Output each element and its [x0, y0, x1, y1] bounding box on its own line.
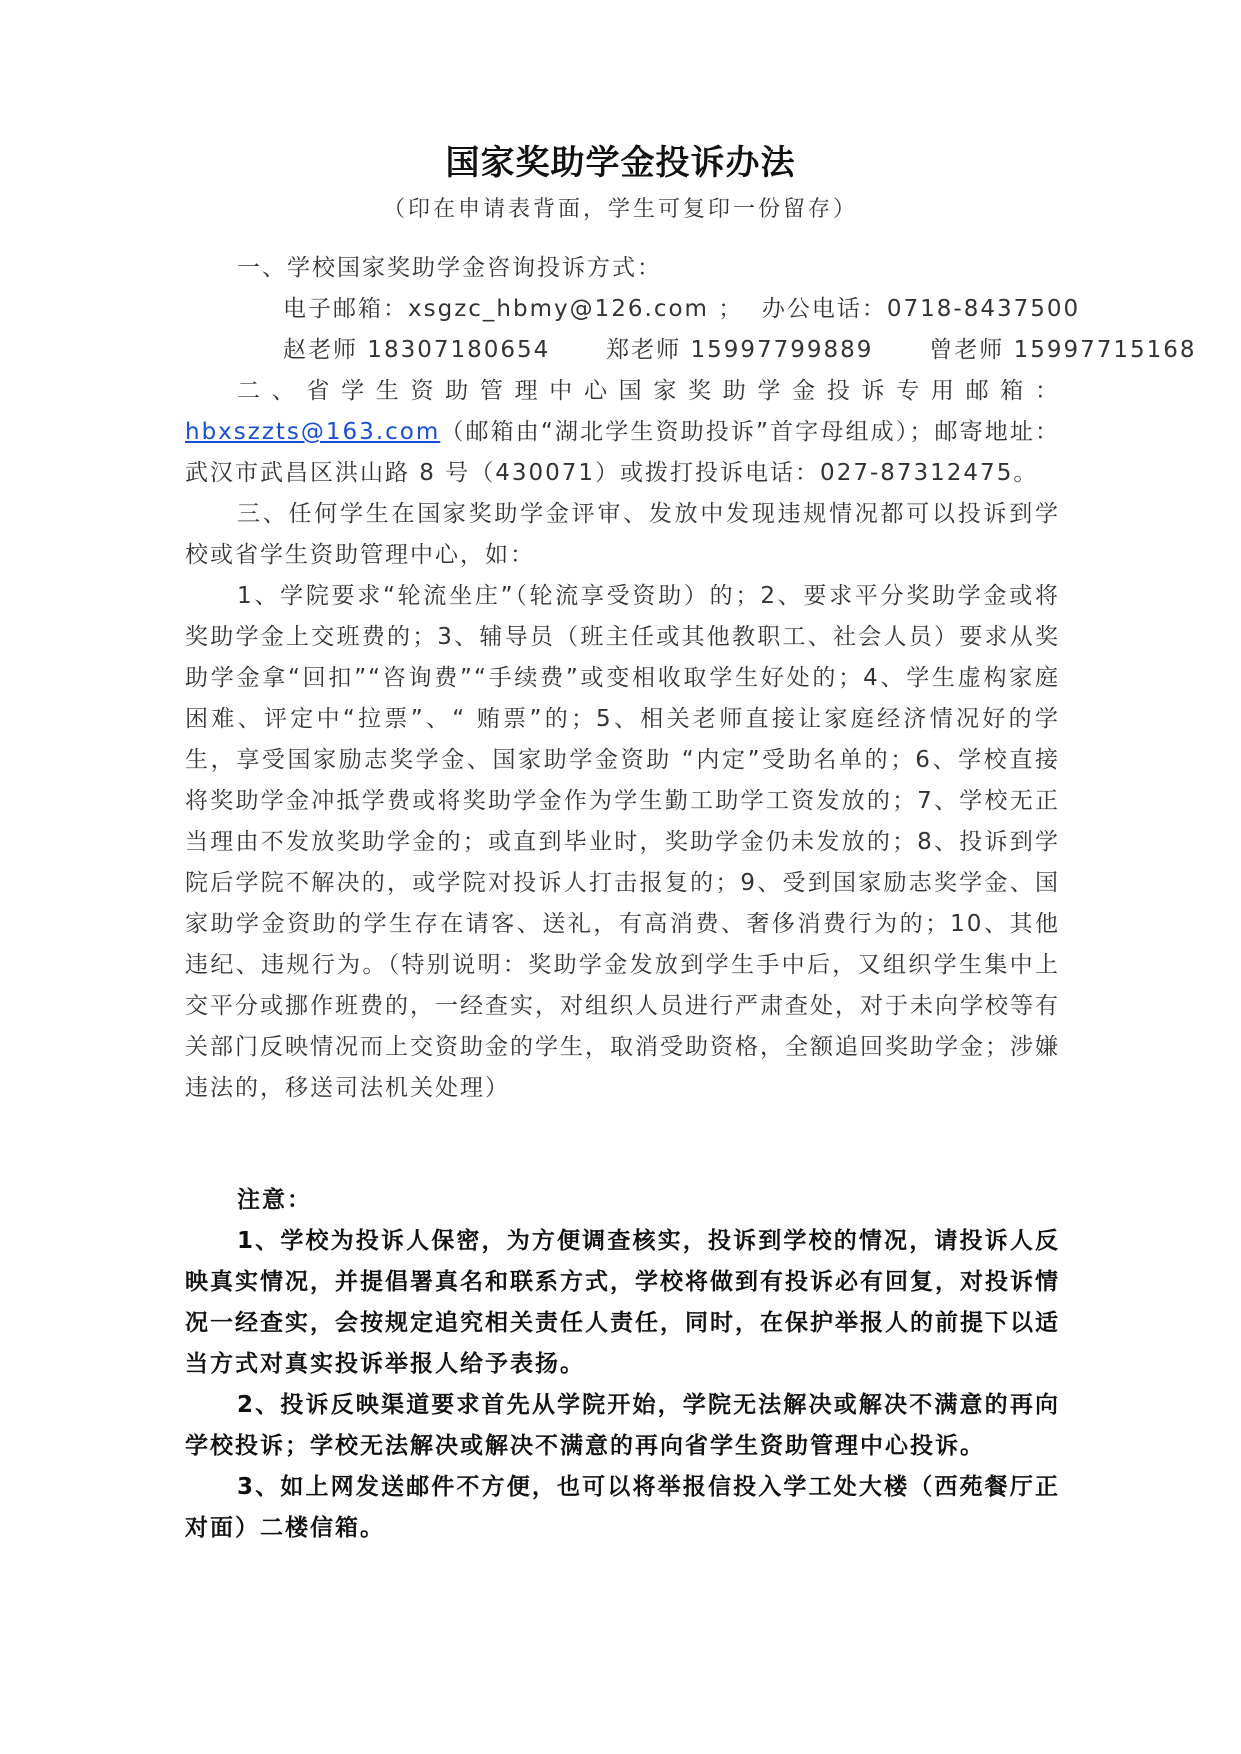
- document-title: 国家奖助学金投诉办法: [445, 143, 796, 183]
- complaint-methods-section: [185, 248, 1197, 1109]
- note-item: 2、投诉反映渠道要求首先从学院开始，学院无法解决或解决不满意的再向学校投诉；学校无法解决或解决不满意的再向省学生资助管理中心投诉。: [185, 1392, 1060, 1459]
- section2-prefix: 二、省学生资助管理中心国家奖助学金投诉专用邮箱：: [237, 378, 1060, 404]
- school-contact-line: 电子邮箱：xsgzc_hbmy@126.com ； 办公电话：0718-8437500: [283, 296, 1081, 322]
- section2-paragraph: [185, 371, 1060, 494]
- note-item: 1、学校为投诉人保密，为方便调查核实，投诉到学校的情况，请投诉人反映真实情况，并提倡署真名和联系方式，学校将做到有投诉必有回复，对投诉情况一经查实，会按规定追究相关责任人责任，同时，在保护举报人的前提下以适当方式对真实投诉举报人给予表扬。: [185, 1228, 1060, 1377]
- notes-section: [185, 1180, 1060, 1549]
- section1-heading: 一、学校国家奖助学金咨询投诉方式：: [237, 255, 662, 281]
- notes-heading: 注意：: [237, 1187, 312, 1213]
- provincial-complaint-email-link[interactable]: hbxszzts@163.com: [185, 419, 441, 445]
- section3-intro: 三、任何学生在国家奖助学金评审、发放中发现违规情况都可以投诉到学校或省学生资助管理中心，如：: [185, 501, 1060, 568]
- note-item: 3、如上网发送邮件不方便，也可以将举报信投入学工处大楼（西苑餐厅正对面）二楼信箱。: [185, 1474, 1060, 1541]
- section2-suffix: （邮箱由“湖北学生资助投诉”首字母组成）；邮寄地址：武汉市武昌区洪山路 8 号（430071）或拨打投诉电话：027-87312475。: [185, 419, 1060, 486]
- document-subtitle: （印在申请表背面，学生可复印一份留存）: [382, 197, 858, 222]
- section3-details: 1、学院要求“轮流坐庄”（轮流享受资助）的；2、要求平分奖助学金或将奖助学金上交班费的；3、辅导员（班主任或其他教职工、社会人员）要求从奖助学金拿“回扣”“咨询费”“手续费”或变相收取学生好处的；4、学生虚构家庭困难、评定中“拉票”、“ 贿票”的；5、相关老师直接让家庭经济情况好的学生，享受国家励志奖学金、国家助学金资助 “内定”受助名单的；6、学校直接将奖助学金冲抵学费或将奖助学金作为学生勤工助学工资发放的；7、学校无正当理由不发放奖助学金的；或直到毕业时，奖助学金仍未发放的；8、投诉到学院后学院不解决的，或学院对投诉人打击报复的；9、受到国家励志奖学金、国家助学金资助的学生存在请客、送礼，有高消费、奢侈消费行为的；10、其他违纪、违规行为。（特别说明：奖助学金发放到学生手中后，又组织学生集中上交平分或挪作班费的，一经查实，对组织人员进行严肃查处，对于未向学校等有关部门反映情况而上交资助金的学生，取消受助资格，全额追回奖助学金；涉嫌违法的，移送司法机关处理）: [185, 583, 1060, 1101]
- teacher-phones-line: 赵老师 18307180654 郑老师 15997799889 曾老师 15997715168: [283, 337, 1197, 363]
